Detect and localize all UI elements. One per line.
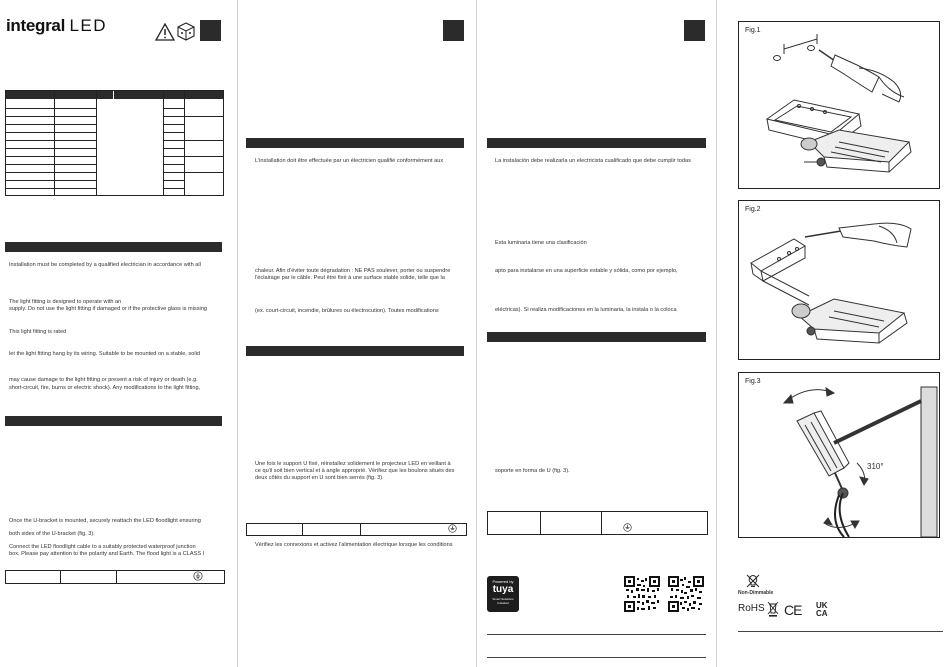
footer-rule xyxy=(487,634,706,635)
warning-icon xyxy=(155,23,175,41)
fig3-rotation-illustration xyxy=(739,373,939,537)
fig1-drill-illustration xyxy=(739,22,939,188)
qr-code-play-store[interactable] xyxy=(668,576,704,612)
en-text-line: supply. Do not use the light fitting if damaged or if the protective glass is missing xyxy=(9,306,207,312)
figure-2-label: Fig.2 xyxy=(745,206,761,213)
language-marker-fr xyxy=(443,20,464,41)
es-intro-text: La instalación debe realizarla un electricista cualificado que debe cumplir todas xyxy=(495,158,691,164)
language-marker-es xyxy=(684,20,705,41)
spec-table xyxy=(5,90,224,196)
fr-intro-text: L'installation doit être effectuée par un électricien qualifié conformément aux xyxy=(255,158,444,164)
package-box-icon xyxy=(176,21,196,41)
es-text-line: soporte en forma de U (fig. 3). xyxy=(495,468,570,474)
qr-code-app-store[interactable] xyxy=(624,576,660,612)
es-text-line: eléctricas). Si realiza modificaciones en la luminaria, la instala o la coloca xyxy=(495,307,677,313)
fr-text-line: ce qu'il soit bien vertical et à angle approprié. Vérifiez que les boulons situés des xyxy=(255,468,455,474)
figure-1 xyxy=(738,21,940,189)
section-header-bar xyxy=(487,332,706,342)
spec-table-header xyxy=(6,91,223,99)
en-text-line: may cause damage to the light fitting or present a risk of injury or death (e.g. xyxy=(9,377,198,383)
en-text-line: Connect the LED floodlight cable to a suitably protected waterproof junction xyxy=(9,544,196,550)
tuya-badge xyxy=(487,576,519,612)
figure-3-label: Fig.3 xyxy=(745,378,761,385)
fr-text-line: Une fois le support U fixé, réinstallez solidement le projecteur LED en veillant à xyxy=(255,461,451,467)
es-text-line: apto para instalarse en una superficie estable y sólida, como por ejemplo, xyxy=(495,268,678,274)
section-header-bar xyxy=(246,346,464,356)
earth-symbol-icon xyxy=(623,523,632,532)
figure-2 xyxy=(738,200,940,360)
non-dimmable-icon xyxy=(746,574,760,588)
earth-symbol-icon xyxy=(448,524,457,533)
brand-logo xyxy=(6,16,107,36)
fr-text-line: deux côtés du support en U sont bien serrés (fig. 3). xyxy=(255,475,384,481)
ce-mark: CE xyxy=(784,602,802,618)
wiring-table xyxy=(487,511,708,535)
non-dimmable-label: Non-Dimmable xyxy=(738,590,774,596)
section-header-bar xyxy=(5,416,222,426)
fr-text-line: Vérifiez les connexions et activez l'alimentation électrique lorsque les conditions xyxy=(255,542,453,548)
ukca-top: UK xyxy=(816,601,828,610)
en-text-line: Once the U-bracket is mounted, securely reattach the LED floodlight ensuring xyxy=(9,518,201,524)
footer-rule xyxy=(487,657,706,658)
en-text-line: box. Please pay attention to the polarity and Earth. The flood light is a CLASS I xyxy=(9,551,205,557)
earth-symbol-icon xyxy=(193,571,203,581)
section-header-bar xyxy=(246,138,464,148)
fr-text-line: l'éclairage par le câble. Peut être fixé à une surface stable solide, telle que la xyxy=(255,275,445,281)
footer-rule xyxy=(738,631,943,632)
fig2-screwdriver-illustration xyxy=(739,201,939,359)
en-text-line: both sides of the U-bracket (fig. 3). xyxy=(9,531,95,537)
tuya-sub-label: Smart Solutions Included xyxy=(492,597,514,605)
section-header-bar xyxy=(5,242,222,252)
wiring-table xyxy=(5,570,225,584)
en-text-line: let the light fitting hang by its wiring. Suitable to be mounted on a stable, solid xyxy=(9,351,200,357)
es-text-line: Esta luminaria tiene una clasificación xyxy=(495,240,587,246)
wiring-table xyxy=(246,523,467,536)
en-text-line: short-circuit, fire, burns or electric shock). Any modifications to the light fitting, xyxy=(9,385,201,391)
en-text-line: This light fitting is rated xyxy=(9,329,67,335)
weee-bin-icon xyxy=(767,601,779,617)
rotation-angle-label: 310° xyxy=(867,462,884,471)
ukca-bottom: CA xyxy=(816,609,828,618)
rohs-mark: RoHS xyxy=(738,603,765,614)
figure-3 xyxy=(738,372,940,538)
ukca-mark xyxy=(816,602,828,618)
brand-suffix: LED xyxy=(69,16,108,35)
fr-text-line: chaleur. Afin d'éviter toute dégradation : NE PAS soulever, porter ou suspendre xyxy=(255,268,451,274)
section-header-bar xyxy=(487,138,706,148)
figure-1-label: Fig.1 xyxy=(745,27,761,34)
fr-text-line: (ex. court-circuit, incendie, brûlures ou électrocution). Toutes modifications xyxy=(255,308,439,314)
en-intro-text: Installation must be completed by a qualified electrician in accordance with all xyxy=(9,262,201,268)
tuya-powered-label: Powered by xyxy=(492,579,514,584)
tuya-logo: tuya xyxy=(492,584,514,595)
en-text-line: The light fitting is designed to operate with an xyxy=(9,299,122,305)
brand-name: integral xyxy=(6,16,66,35)
language-marker-en xyxy=(200,20,221,41)
